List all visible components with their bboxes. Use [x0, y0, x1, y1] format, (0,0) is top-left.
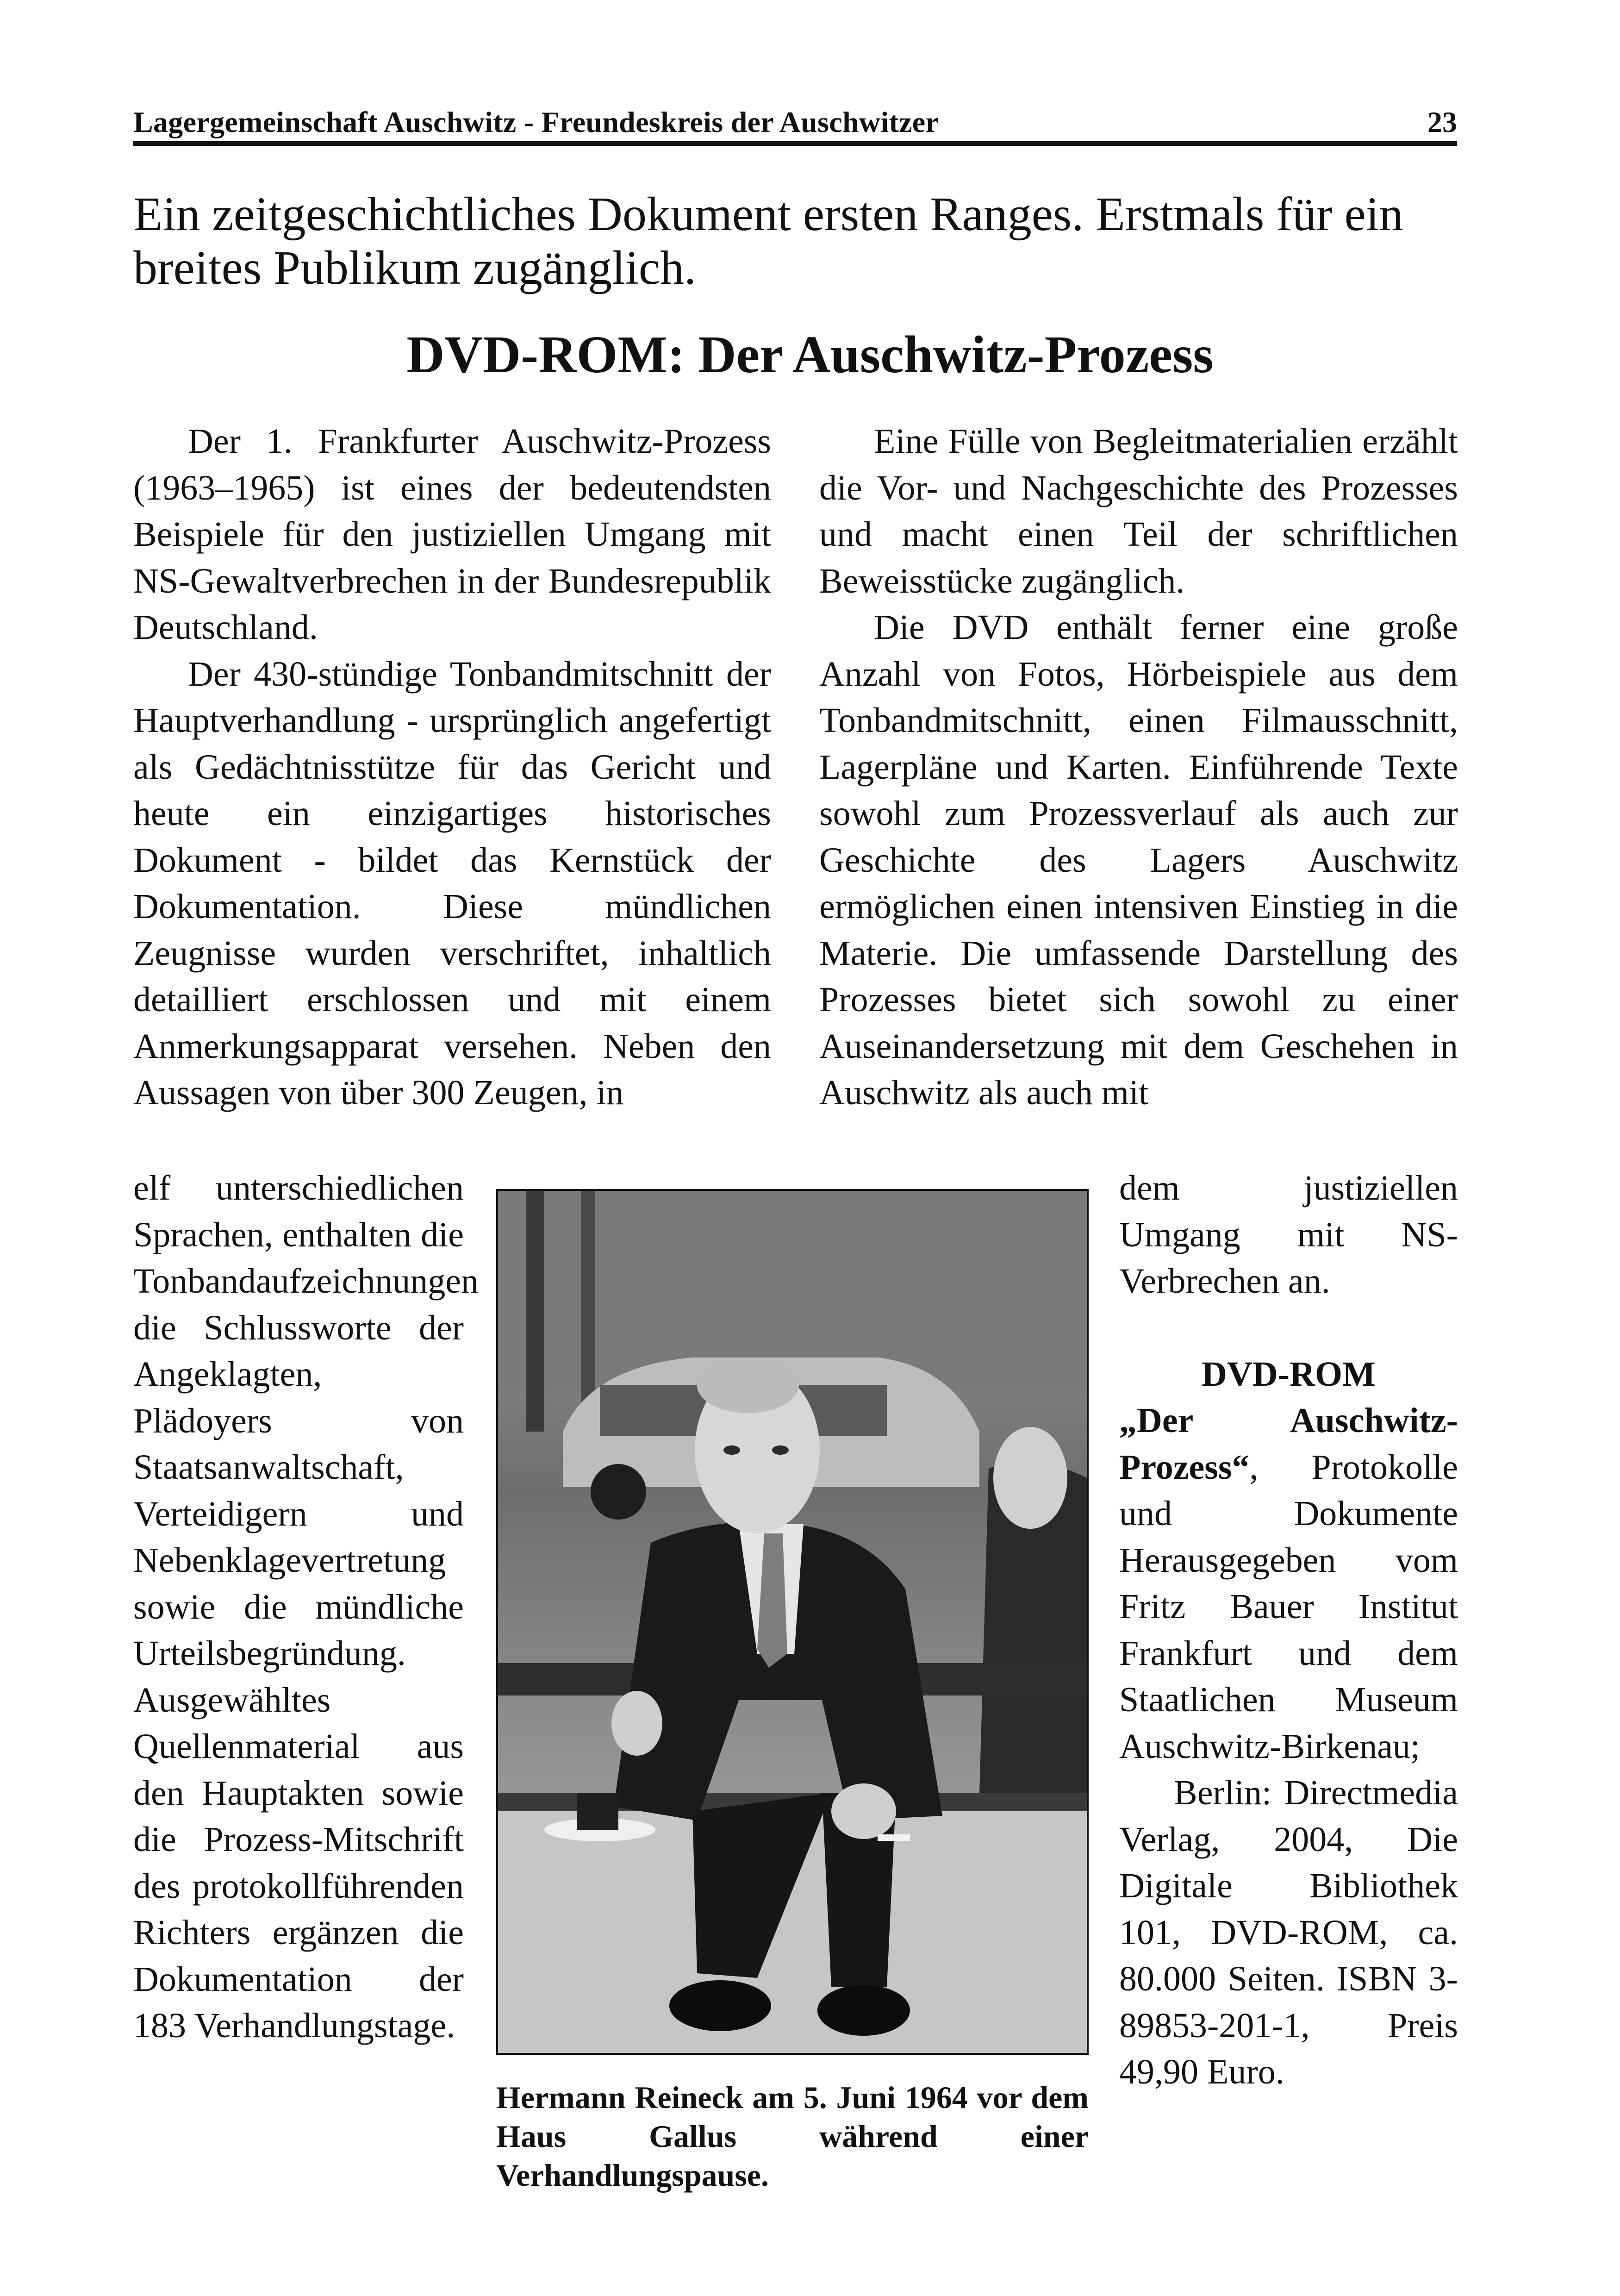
right-column-top	[819, 418, 1458, 1116]
photo-image	[498, 1191, 1087, 2053]
right-column-bottom	[1119, 1165, 1458, 2096]
box-title: „Der Auschwitz-Prozess“	[1119, 1401, 1458, 1487]
page-number: 23	[1427, 106, 1457, 138]
photo-caption: Hermann Reineck am 5. Juni 1964 vor dem Haus Gallus während einer Verhandlungspause.	[496, 2080, 1089, 2193]
box-publisher: Berlin: Directmedia Verlag, 2004, Die Digitale Bibliothek 101, DVD-ROM, ca. 80.000 Seiten. ISBN 3-89853-201-1, Preis 49,90 Euro.	[1119, 1773, 1458, 2091]
box-text: , Protokolle und Dokumente Herausgegeben vom Fritz Bauer Institut Frankfurt und dem Staatlichen Museum Auschwitz-Birkenau;	[1119, 1447, 1458, 1766]
header-title: Lagergemeinschaft Auschwitz - Freundeskreis der Auschwitzer	[133, 106, 939, 138]
left-column-top	[133, 418, 771, 1116]
right-paragraph-1: Eine Fülle von Begleitmaterialien erzählt die Vor- und Nachgeschichte des Prozesses und macht einen Teil der schriftlichen Beweisstücke zugänglich.	[819, 422, 1458, 601]
article-headline: DVD-ROM: Der Auschwitz-Prozess	[406, 325, 1214, 384]
right-paragraph-2-continued: dem justiziellen Umgang mit NS-Verbrechen an.	[1119, 1169, 1458, 1301]
left-paragraph-2: Der 430-stündige Tonbandmitschnitt der Hauptverhandlung - ursprünglich angefertigt als Gedächtnisstütze für das Gericht und heute ein einzigartiges historisches Dokument - bildet das Kernstück der Dokumentation. Diese mündlichen Zeugnisse wurden verschriftet, inhaltlich detailliert erschlossen und mit einem Anmerkungsapparat versehen. Neben den Aussagen von über 300 Zeugen, in	[133, 654, 771, 1112]
lead-text: Ein zeitgeschichtliches Dokument ersten Ranges. Erstmals für ein breites Publikum zugänglich.	[133, 188, 1403, 294]
left-paragraph-2-continued: elf unterschiedlichen Sprachen, enthalten die Tonbandaufzeichnungen die Schlussworte der Angeklagten, Plädoyers von Staatsanwaltschaft, Verteidigern und Nebenklagevertretung sowie die mündliche Urteilsbegründung.	[133, 1169, 479, 1673]
box-description	[1119, 1397, 1458, 1770]
box-heading: DVD-ROM	[1202, 1354, 1376, 1394]
right-paragraph-2: Die DVD enthält ferner eine große Anzahl von Fotos, Hörbeispiele aus dem Tonbandmitschnitt, einen Filmausschnitt, Lagerpläne und Karten. Einführende Texte sowohl zum Prozessverlauf als auch zur Geschichte des Lagers Auschwitz ermöglichen einen intensiven Einstieg in die Materie. Die umfassende Darstellung des Prozesses bietet sich sowohl zu einer Auseinandersetzung mit dem Geschehen in Auschwitz als auch mit	[819, 608, 1458, 1112]
page-header	[133, 100, 1457, 146]
photo-hermann-reineck	[496, 1189, 1089, 2055]
header-rule	[133, 141, 1457, 146]
left-column-bottom	[133, 1165, 479, 2049]
left-paragraph-3: Ausgewähltes Quellenmaterial aus den Hauptakten sowie die Prozess-Mitschrift des protokollführenden Richters ergänzen die Dokumentation der 183 Verhandlungstage.	[133, 1680, 464, 2045]
left-paragraph-1: Der 1. Frankfurter Auschwitz-Prozess (1963–1965) ist eines der bedeutendsten Beispiele für den justiziellen Umgang mit NS-Gewaltverbrechen in der Bundesrepublik Deutschland.	[133, 422, 771, 647]
